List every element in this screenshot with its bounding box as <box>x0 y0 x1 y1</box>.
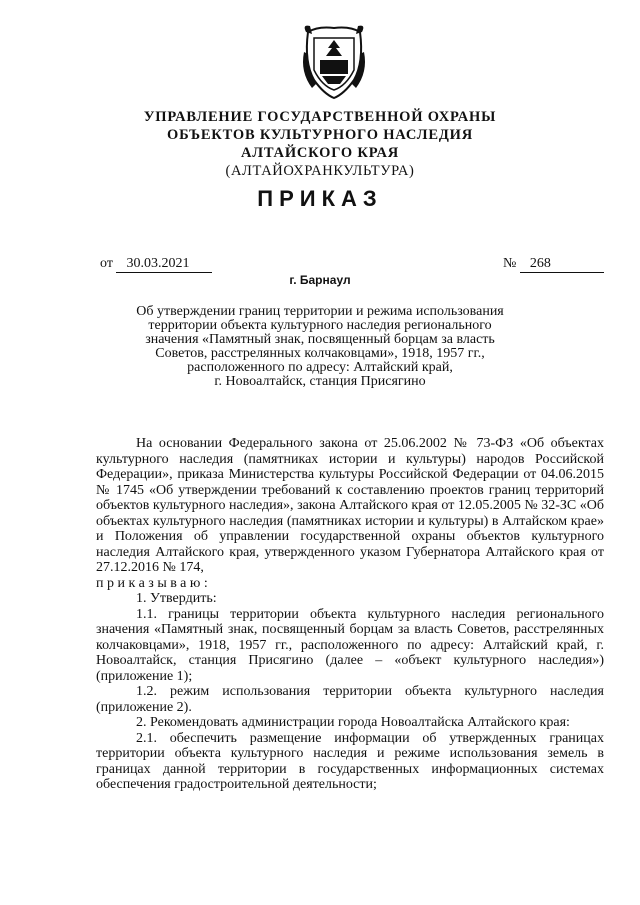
city-of-issue: г. Барнаул <box>289 273 351 287</box>
org-name-line-1: УПРАВЛЕНИЕ ГОСУДАРСТВЕННОЙ ОХРАНЫ <box>143 109 497 125</box>
document-type-title: ПРИКАЗ <box>257 186 383 211</box>
subject-line: территории объекта культурного наследия регионального <box>148 318 492 333</box>
number-value: 268 <box>520 256 604 273</box>
clause-2: 2. Рекомендовать администрации города Новоалтайска Алтайского края: <box>136 715 570 730</box>
order-word: приказываю: <box>96 575 212 591</box>
subject-line: значения «Памятный знак, посвященный борцам за власть <box>145 332 495 347</box>
clause-2-1: 2.1. обеспечить размещение информации об утвержденных границах территории объекта культурного наследия и режиме использования земель в границах данной территории в государственных информационных системах обеспечения градостроительной деятельности; <box>96 730 604 792</box>
subject-line: г. Новоалтайск, станция Присягино <box>214 374 426 389</box>
clause-1: 1. Утвердить: <box>136 591 217 606</box>
date-value: 30.03.2021 <box>116 256 212 273</box>
issuing-authority <box>0 108 640 180</box>
coat-of-arms-emblem <box>300 22 368 100</box>
subject-line: Об утверждении границ территории и режима использования <box>136 304 504 319</box>
clause-1-2: 1.2. режим использования территории объекта культурного наследия (приложение 2). <box>96 684 604 715</box>
document-number <box>503 256 604 273</box>
org-short-name: (АЛТАЙОХРАНКУЛЬТУРА) <box>225 163 415 179</box>
subject-line: расположенного по адресу: Алтайский край, <box>187 360 453 375</box>
clause-1-1: 1.1. границы территории объекта культурного наследия регионального значения «Памятный знак, посвященный борцам за власть Советов, расстрелянных колчаковцами», 1918, 1957 гг., расположенного по адресу: Алтайский край, г. Новоалтайск, станция Присягино (далее – «объект культурного наследия») (приложение 1); <box>96 606 604 684</box>
org-name-line-3: АЛТАЙСКОГО КРАЯ <box>240 145 400 161</box>
date-prefix: от <box>100 256 113 271</box>
document-date <box>100 256 212 273</box>
document-subject <box>120 305 520 389</box>
preamble-paragraph: На основании Федерального закона от 25.06.2002 № 73-ФЗ «Об объектах культурного наследия (памятниках истории и культуры) народов Российской Федерации», приказа Министерства культуры Российской Федерации от 04.06.2015 № 1745 «Об утверждении требований к составлению проектов границ территорий объектов культурного наследия», закона Алтайского края от 12.05.2005 № 32-ЗС «Об объектах культурного наследия (памятниках истории и культуры) в Алтайском крае» и Положения об управлении государственной охраны объектов культурного наследия Алтайского края, утвержденного указом Губернатора Алтайского края от 27.12.2016 № 174, <box>96 436 604 575</box>
number-prefix: № <box>503 256 517 271</box>
subject-line: Советов, расстрелянных колчаковцами», 1918, 1957 гг., <box>155 346 485 361</box>
org-name-line-2: ОБЪЕКТОВ КУЛЬТУРНОГО НАСЛЕДИЯ <box>167 127 473 143</box>
document-body <box>96 436 604 793</box>
